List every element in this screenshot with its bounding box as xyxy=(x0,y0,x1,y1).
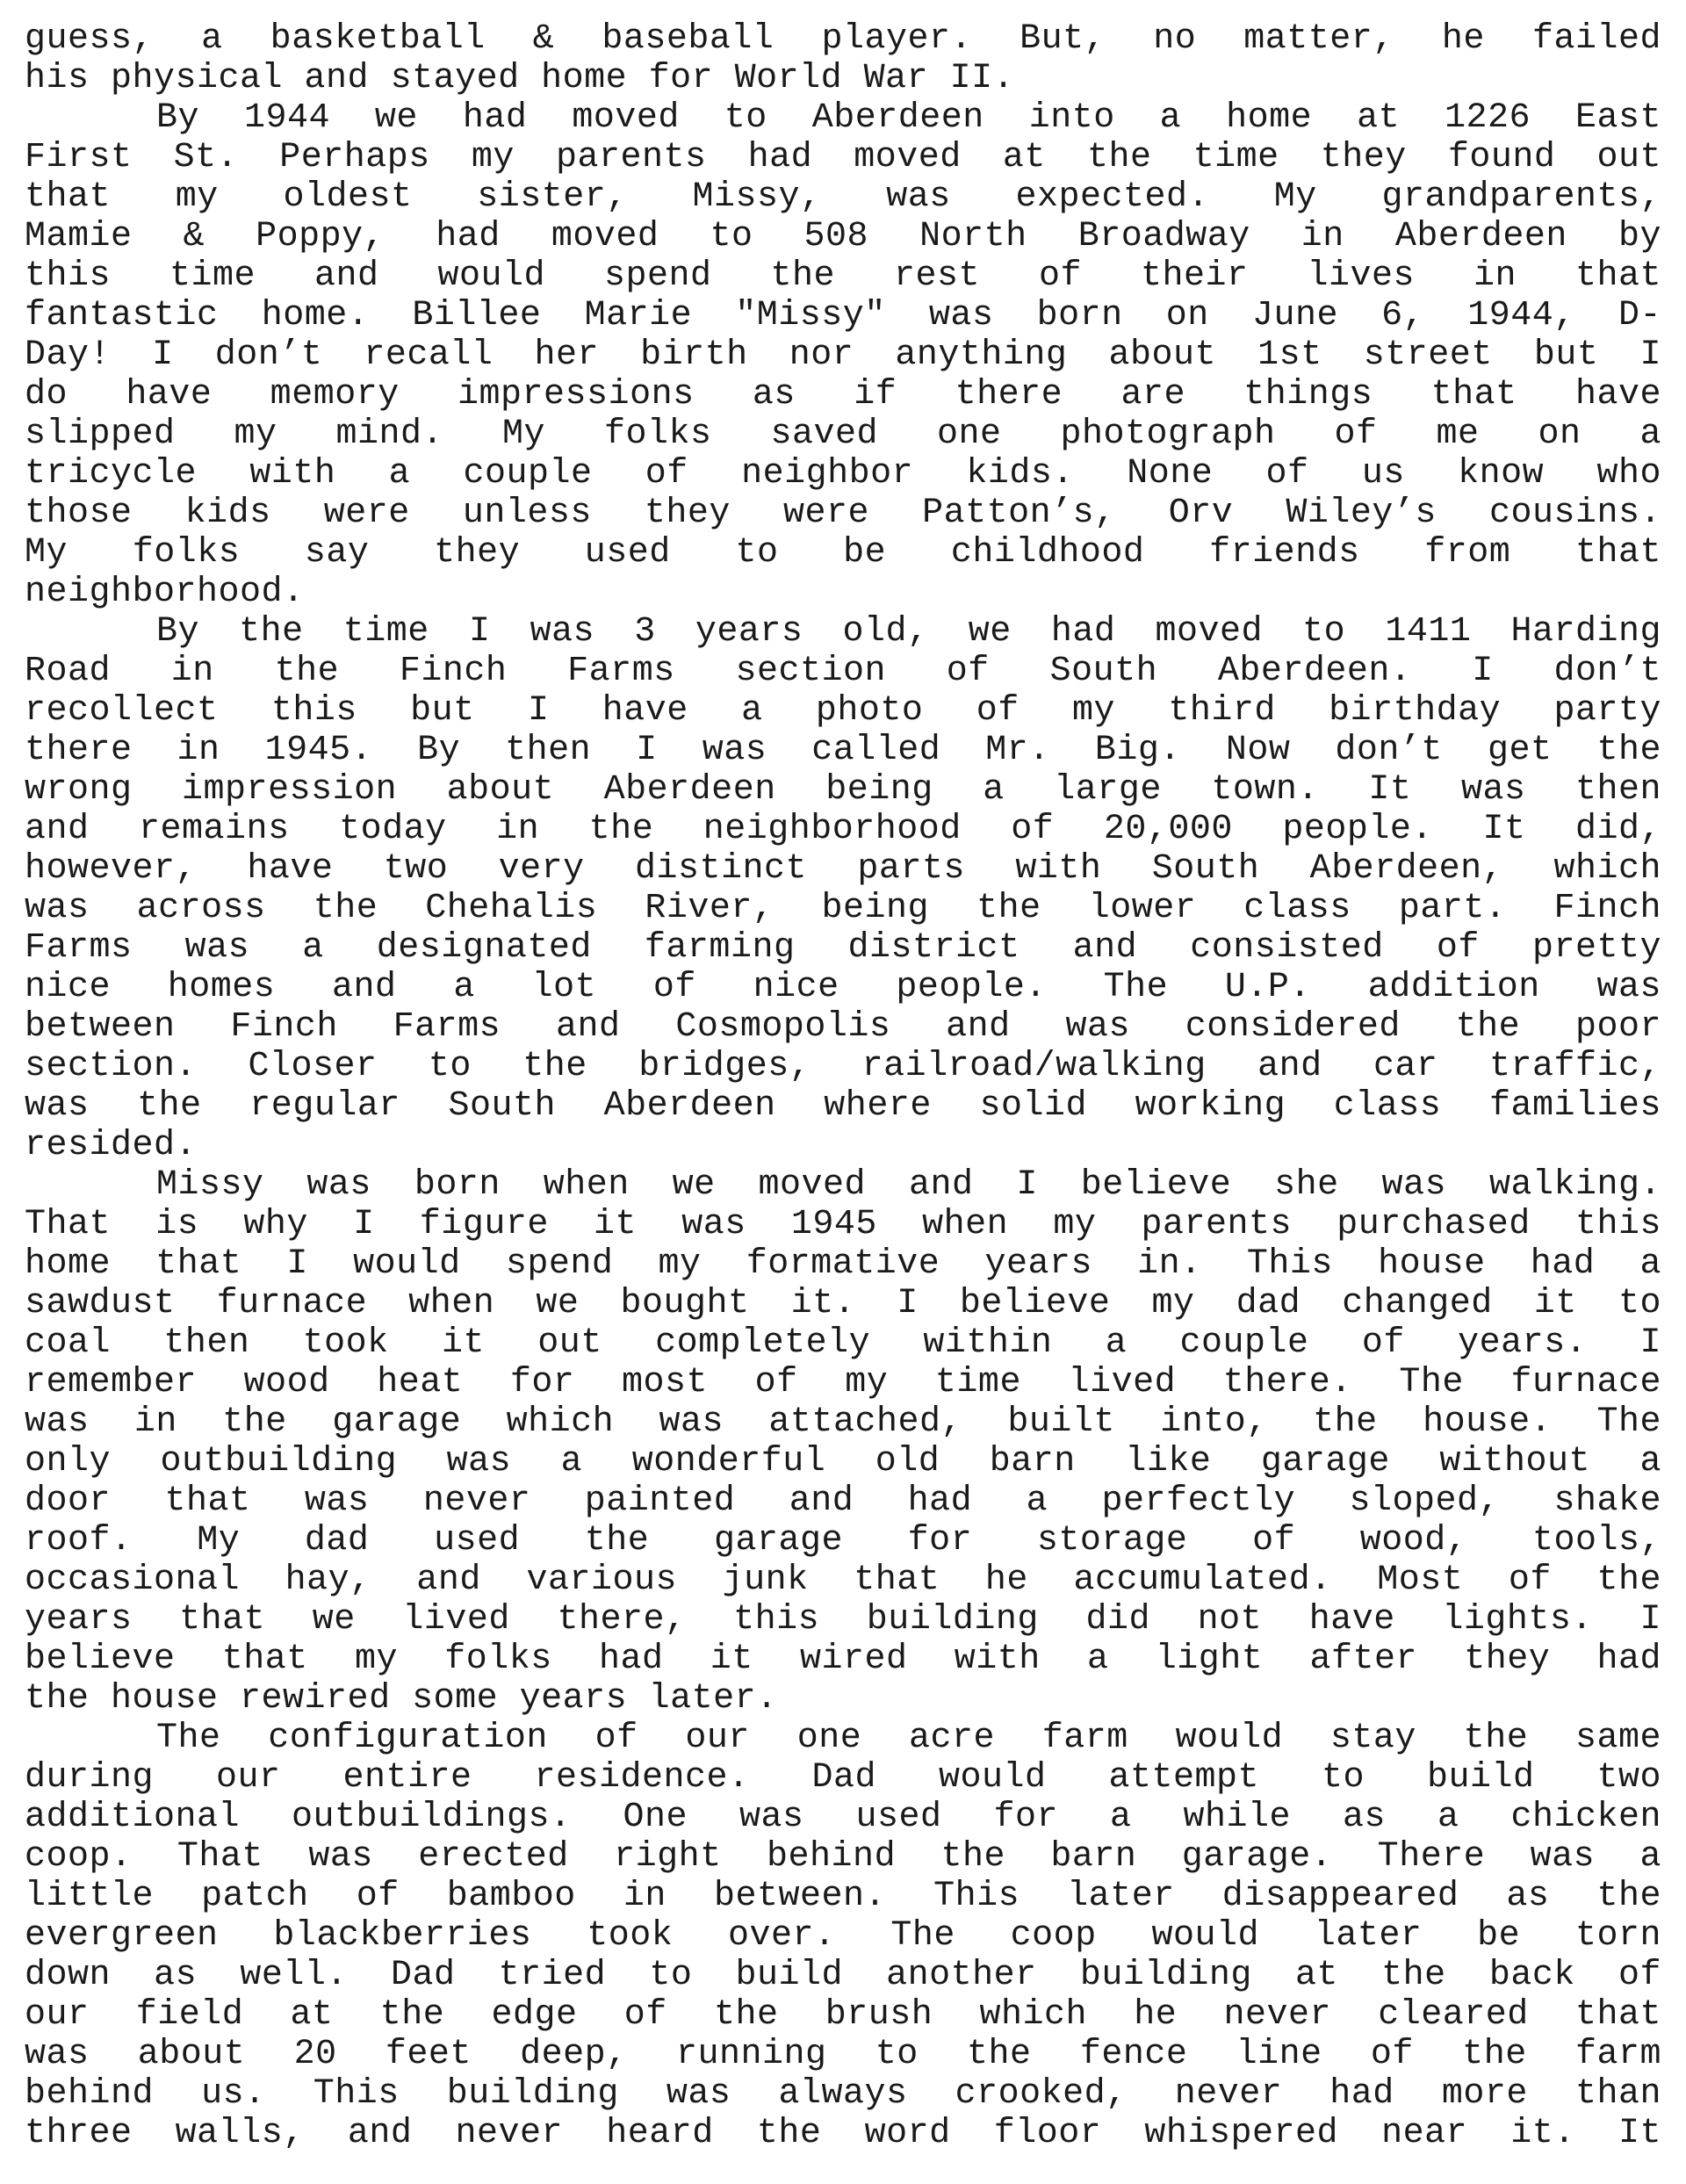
text-line: only outbuilding was a wonderful old barn like garage without a xyxy=(25,1442,1661,1481)
text-line: his physical and stayed home for World War II. xyxy=(25,59,1015,98)
text-line: evergreen blackberries took over. The coop would later be torn xyxy=(25,1916,1661,1956)
text-line: do have memory impressions as if there are things that have xyxy=(25,375,1661,414)
text-line: remember wood heat for most of my time lived there. The furnace xyxy=(25,1363,1661,1402)
text-line: coal then took it out completely within a couple of years. I xyxy=(25,1323,1661,1363)
text-line: behind us. This building was always crooked, never had more than xyxy=(25,2074,1661,2114)
text-line: Farms was a designated farming district and consisted of pretty xyxy=(25,928,1661,968)
text-line: the house rewired some years later. xyxy=(25,1679,778,1719)
text-line: believe that my folks had it wired with a light after they had xyxy=(25,1640,1661,1679)
text-line: That is why I figure it was 1945 when my parents purchased this xyxy=(25,1205,1661,1244)
text-line: years that we lived there, this building did not have lights. I xyxy=(25,1600,1661,1640)
text-line: during our entire residence. Dad would attempt to build two xyxy=(25,1758,1661,1798)
text-line: our field at the edge of the brush which he never cleared that xyxy=(25,1995,1661,2035)
text-line: tricycle with a couple of neighbor kids. None of us know who xyxy=(25,454,1661,494)
text-line: By the time I was 3 years old, we had moved to 1411 Harding xyxy=(156,612,1661,652)
text-line: Road in the Finch Farms section of South Aberdeen. I don’t xyxy=(25,652,1661,691)
text-line: that my oldest sister, Missy, was expected. My grandparents, xyxy=(25,177,1661,217)
text-line: nice homes and a lot of nice people. The U.P. addition was xyxy=(25,968,1661,1007)
text-line: was in the garage which was attached, built into, the house. The xyxy=(25,1402,1661,1442)
text-line: section. Closer to the bridges, railroad/walking and car traffic, xyxy=(25,1047,1661,1086)
text-line: was across the Chehalis River, being the lower class part. Finch xyxy=(25,889,1661,928)
text-line: was the regular South Aberdeen where solid working class families xyxy=(25,1086,1661,1126)
text-line: The configuration of our one acre farm would stay the same xyxy=(156,1719,1661,1758)
text-line: coop. That was erected right behind the barn garage. There was a xyxy=(25,1837,1661,1877)
text-line: down as well. Dad tried to build another building at the back of xyxy=(25,1956,1661,1995)
document-page xyxy=(25,19,1661,2153)
text-line: Missy was born when we moved and I believe she was walking. xyxy=(156,1165,1661,1205)
text-line: My folks say they used to be childhood friends from that xyxy=(25,533,1661,573)
text-line: neighborhood. xyxy=(25,573,305,612)
text-line: those kids were unless they were Patton’s, Orv Wiley’s cousins. xyxy=(25,494,1661,533)
text-line: roof. My dad used the garage for storage of wood, tools, xyxy=(25,1521,1661,1561)
text-line: occasional hay, and various junk that he accumulated. Most of the xyxy=(25,1561,1661,1600)
text-line: there in 1945. By then I was called Mr. Big. Now don’t get the xyxy=(25,731,1661,770)
text-line: Mamie & Poppy, had moved to 508 North Broadway in Aberdeen by xyxy=(25,217,1661,256)
text-line: By 1944 we had moved to Aberdeen into a home at 1226 East xyxy=(156,98,1661,138)
text-line: slipped my mind. My folks saved one photograph of me on a xyxy=(25,414,1661,454)
text-line: wrong impression about Aberdeen being a large town. It was then xyxy=(25,770,1661,810)
text-line: Day! I don’t recall her birth nor anything about 1st street but I xyxy=(25,335,1661,375)
text-line: First St. Perhaps my parents had moved at the time they found out xyxy=(25,138,1661,177)
text-line: recollect this but I have a photo of my third birthday party xyxy=(25,691,1661,731)
text-line: was about 20 feet deep, running to the fence line of the farm xyxy=(25,2035,1661,2074)
text-line: between Finch Farms and Cosmopolis and was considered the poor xyxy=(25,1007,1661,1047)
text-line: little patch of bamboo in between. This later disappeared as the xyxy=(25,1877,1661,1916)
text-line: and remains today in the neighborhood of 20,000 people. It did, xyxy=(25,810,1661,849)
text-line: resided. xyxy=(25,1126,198,1165)
text-line: sawdust furnace when we bought it. I believe my dad changed it to xyxy=(25,1284,1661,1323)
text-line: door that was never painted and had a perfectly sloped, shake xyxy=(25,1481,1661,1521)
text-line: this time and would spend the rest of their lives in that xyxy=(25,256,1661,296)
text-line: fantastic home. Billee Marie "Missy" was born on June 6, 1944, D- xyxy=(25,296,1661,335)
text-line: home that I would spend my formative years in. This house had a xyxy=(25,1244,1661,1284)
text-line: additional outbuildings. One was used for a while as a chicken xyxy=(25,1798,1661,1837)
text-line: however, have two very distinct parts with South Aberdeen, which xyxy=(25,849,1661,889)
text-line: guess, a basketball & baseball player. But, no matter, he failed xyxy=(25,19,1661,59)
text-line: three walls, and never heard the word floor whispered near it. It xyxy=(25,2114,1661,2153)
